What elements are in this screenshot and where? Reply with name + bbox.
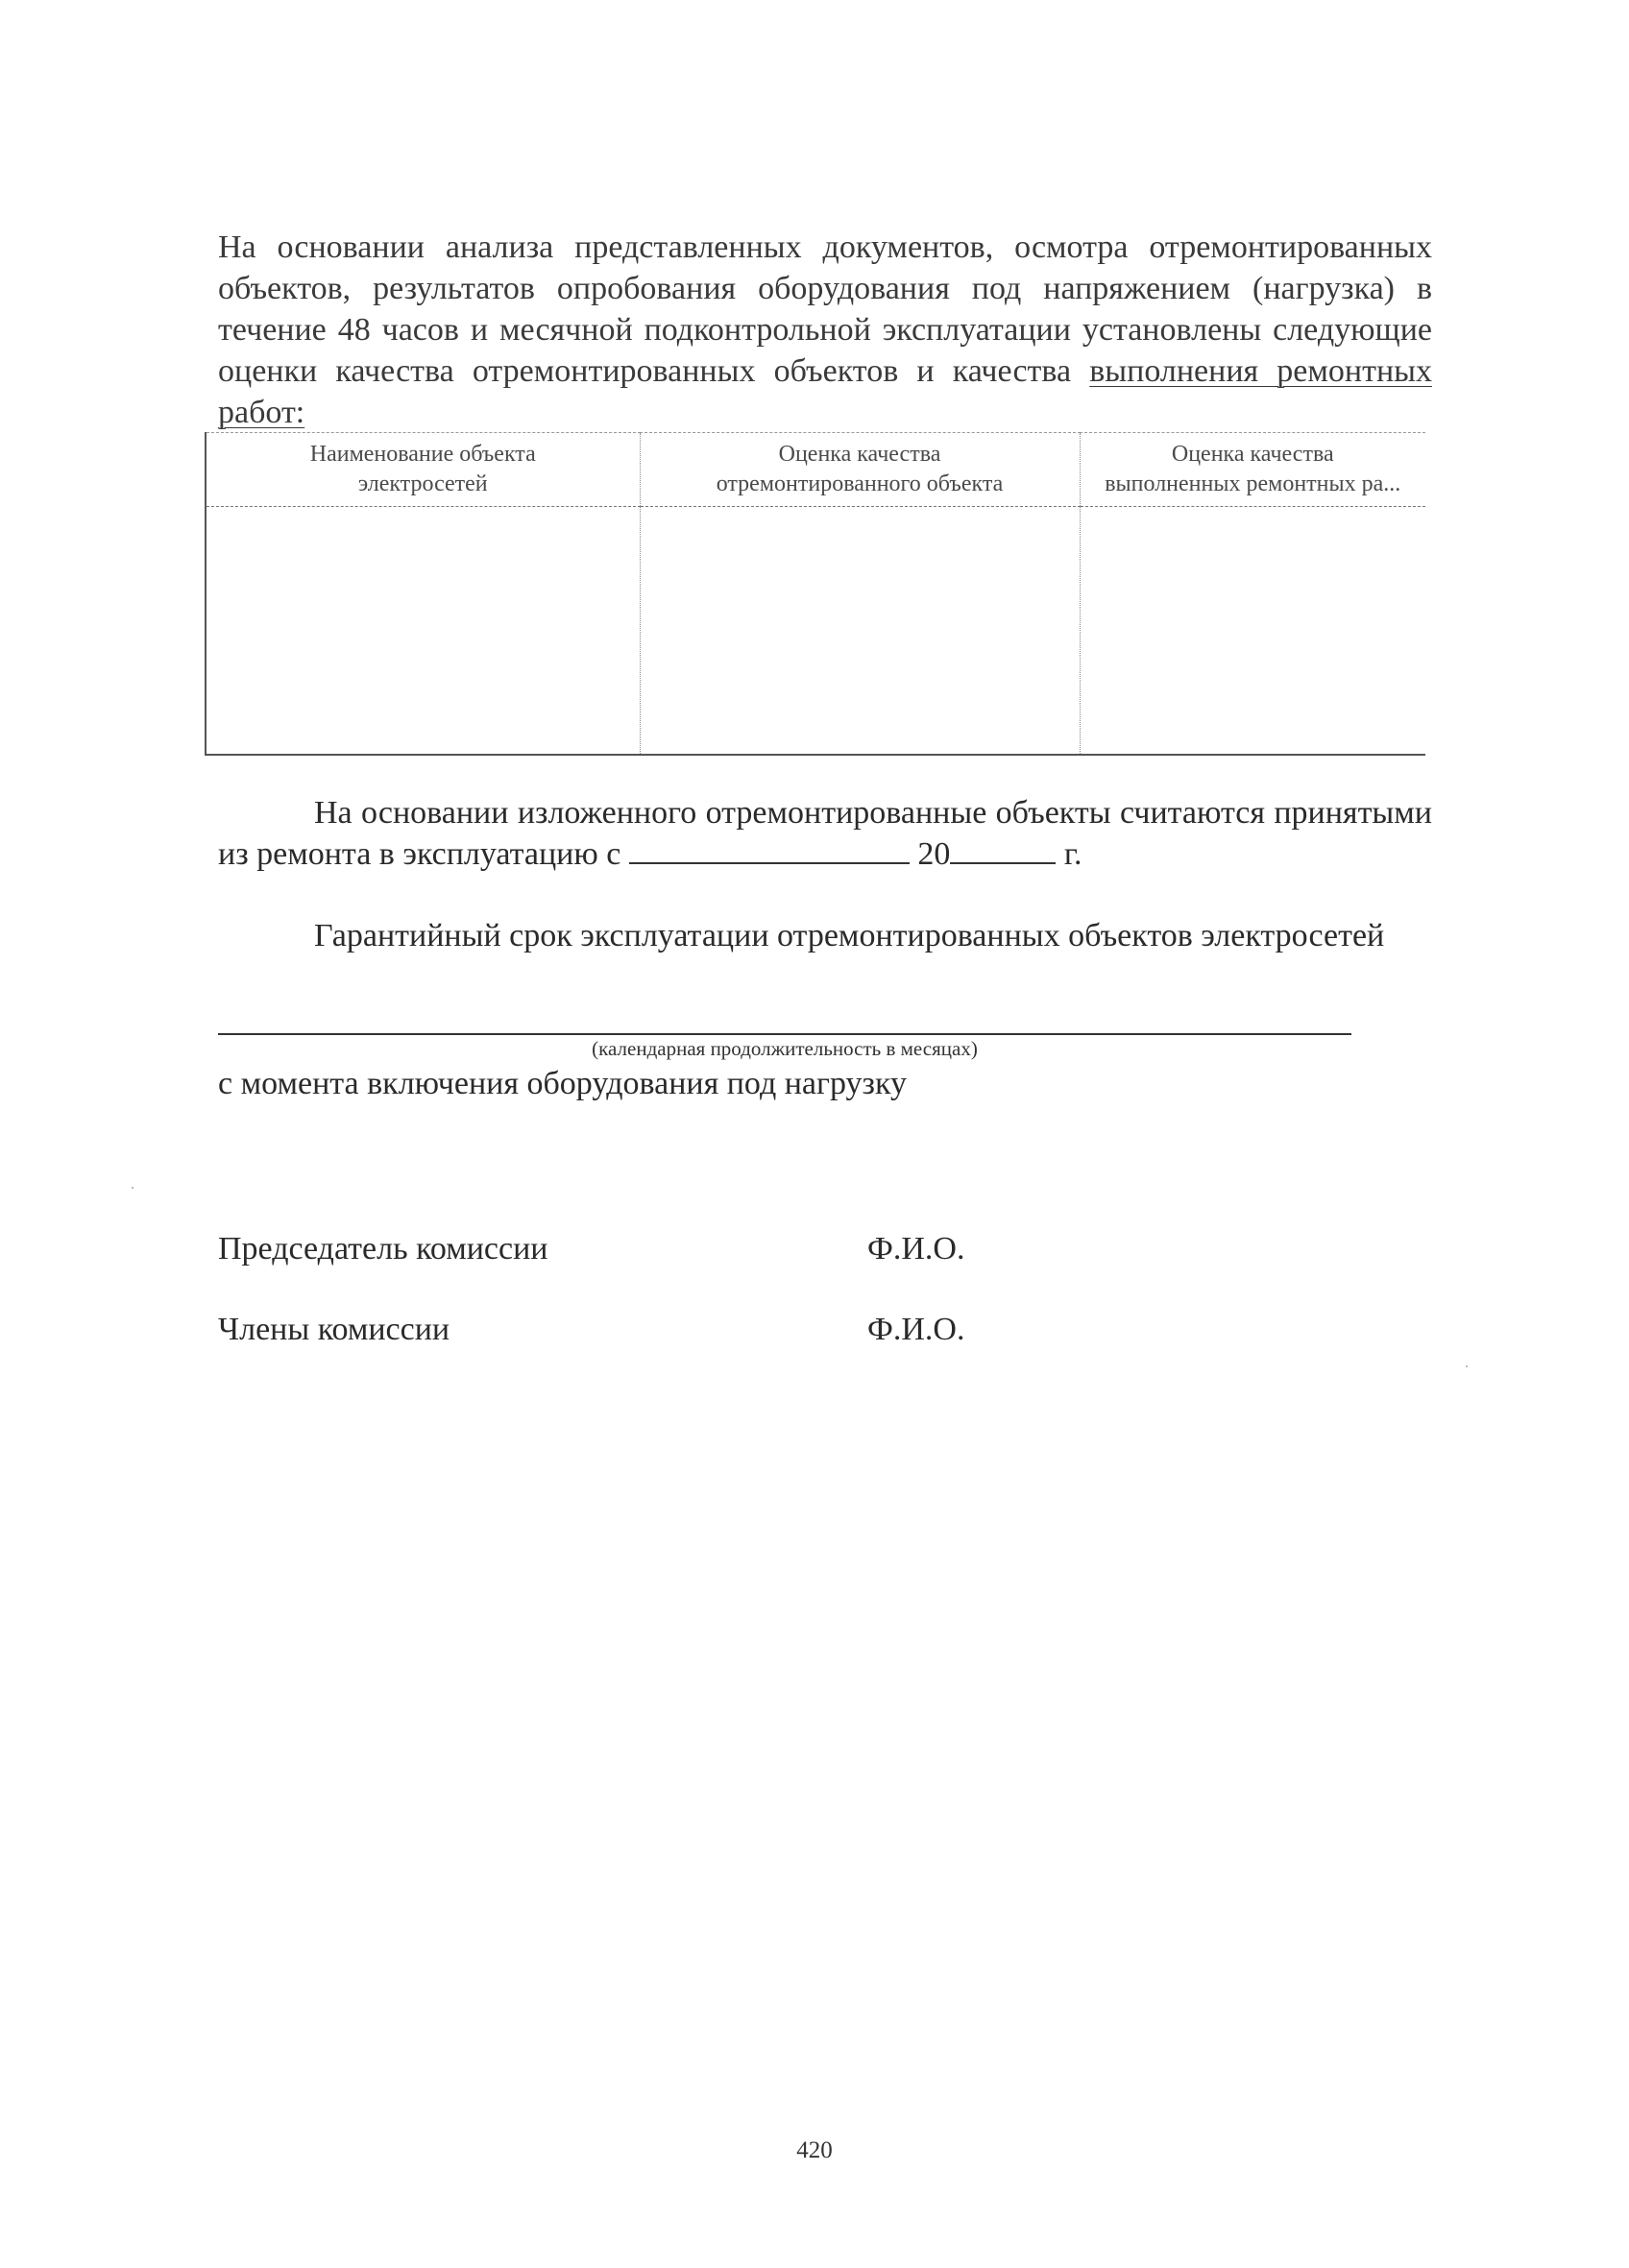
- header-line: электросетей: [357, 471, 488, 496]
- header-line: выполненных ремонтных ра...: [1105, 471, 1401, 496]
- year-prefix: 20: [917, 836, 951, 872]
- table-header-row: [206, 433, 1425, 507]
- table-row: [206, 507, 1425, 756]
- warranty-after-text: с момента включения оборудования под нагрузку: [218, 1066, 907, 1101]
- warranty-paragraph: [218, 916, 1432, 956]
- acceptance-text: На основании изложенного отремонтированные объекты считаются принятыми из ремонта в эксплуатацию с: [218, 795, 1432, 872]
- members-label: Члены комиссии: [218, 1312, 450, 1347]
- table-cell: [1080, 507, 1425, 756]
- date-blank: [629, 833, 910, 864]
- year-blank: [950, 833, 1056, 864]
- warranty-text: Гарантийный срок эксплуатации отремонтированных объектов электросетей: [314, 918, 1385, 953]
- page-number: 420: [796, 2137, 833, 2163]
- warranty-blank-line: [218, 1033, 1351, 1035]
- intro-text: На основании анализа представленных документов, осмотра отремонтированных объектов, результатов опробования оборудования под напряжением (нагрузка) в течение 48 часов и месячной подконтрольной эксплуатации установлены следующие оценки качества отремонтированных объектов и качества: [218, 229, 1432, 389]
- header-line: Оценка качества: [778, 442, 941, 467]
- chairman-name: Ф.И.О.: [867, 1231, 965, 1267]
- header-line: Оценка качества: [1171, 442, 1334, 467]
- header-line: Наименование объекта: [309, 442, 536, 467]
- members-name: Ф.И.О.: [867, 1312, 965, 1347]
- quality-table: [205, 432, 1425, 756]
- year-suffix: г.: [1063, 836, 1082, 872]
- warranty-caption: (календарная продолжительность в месяцах): [592, 1037, 978, 1060]
- table-header-object-quality: [640, 433, 1080, 507]
- table-header-work-quality: [1080, 433, 1425, 507]
- table-cell: [206, 507, 640, 756]
- chairman-label: Председатель комиссии: [218, 1231, 548, 1267]
- acceptance-paragraph: [218, 793, 1432, 875]
- intro-last-line: выполнения ремонтных работ:: [218, 353, 1432, 430]
- scan-speck: [1466, 1365, 1468, 1367]
- header-line: отремонтированного объекта: [716, 471, 1004, 496]
- intro-paragraph: [218, 227, 1432, 433]
- table-cell: [640, 507, 1080, 756]
- scan-speck: [132, 1187, 134, 1189]
- table-header-object: [206, 433, 640, 507]
